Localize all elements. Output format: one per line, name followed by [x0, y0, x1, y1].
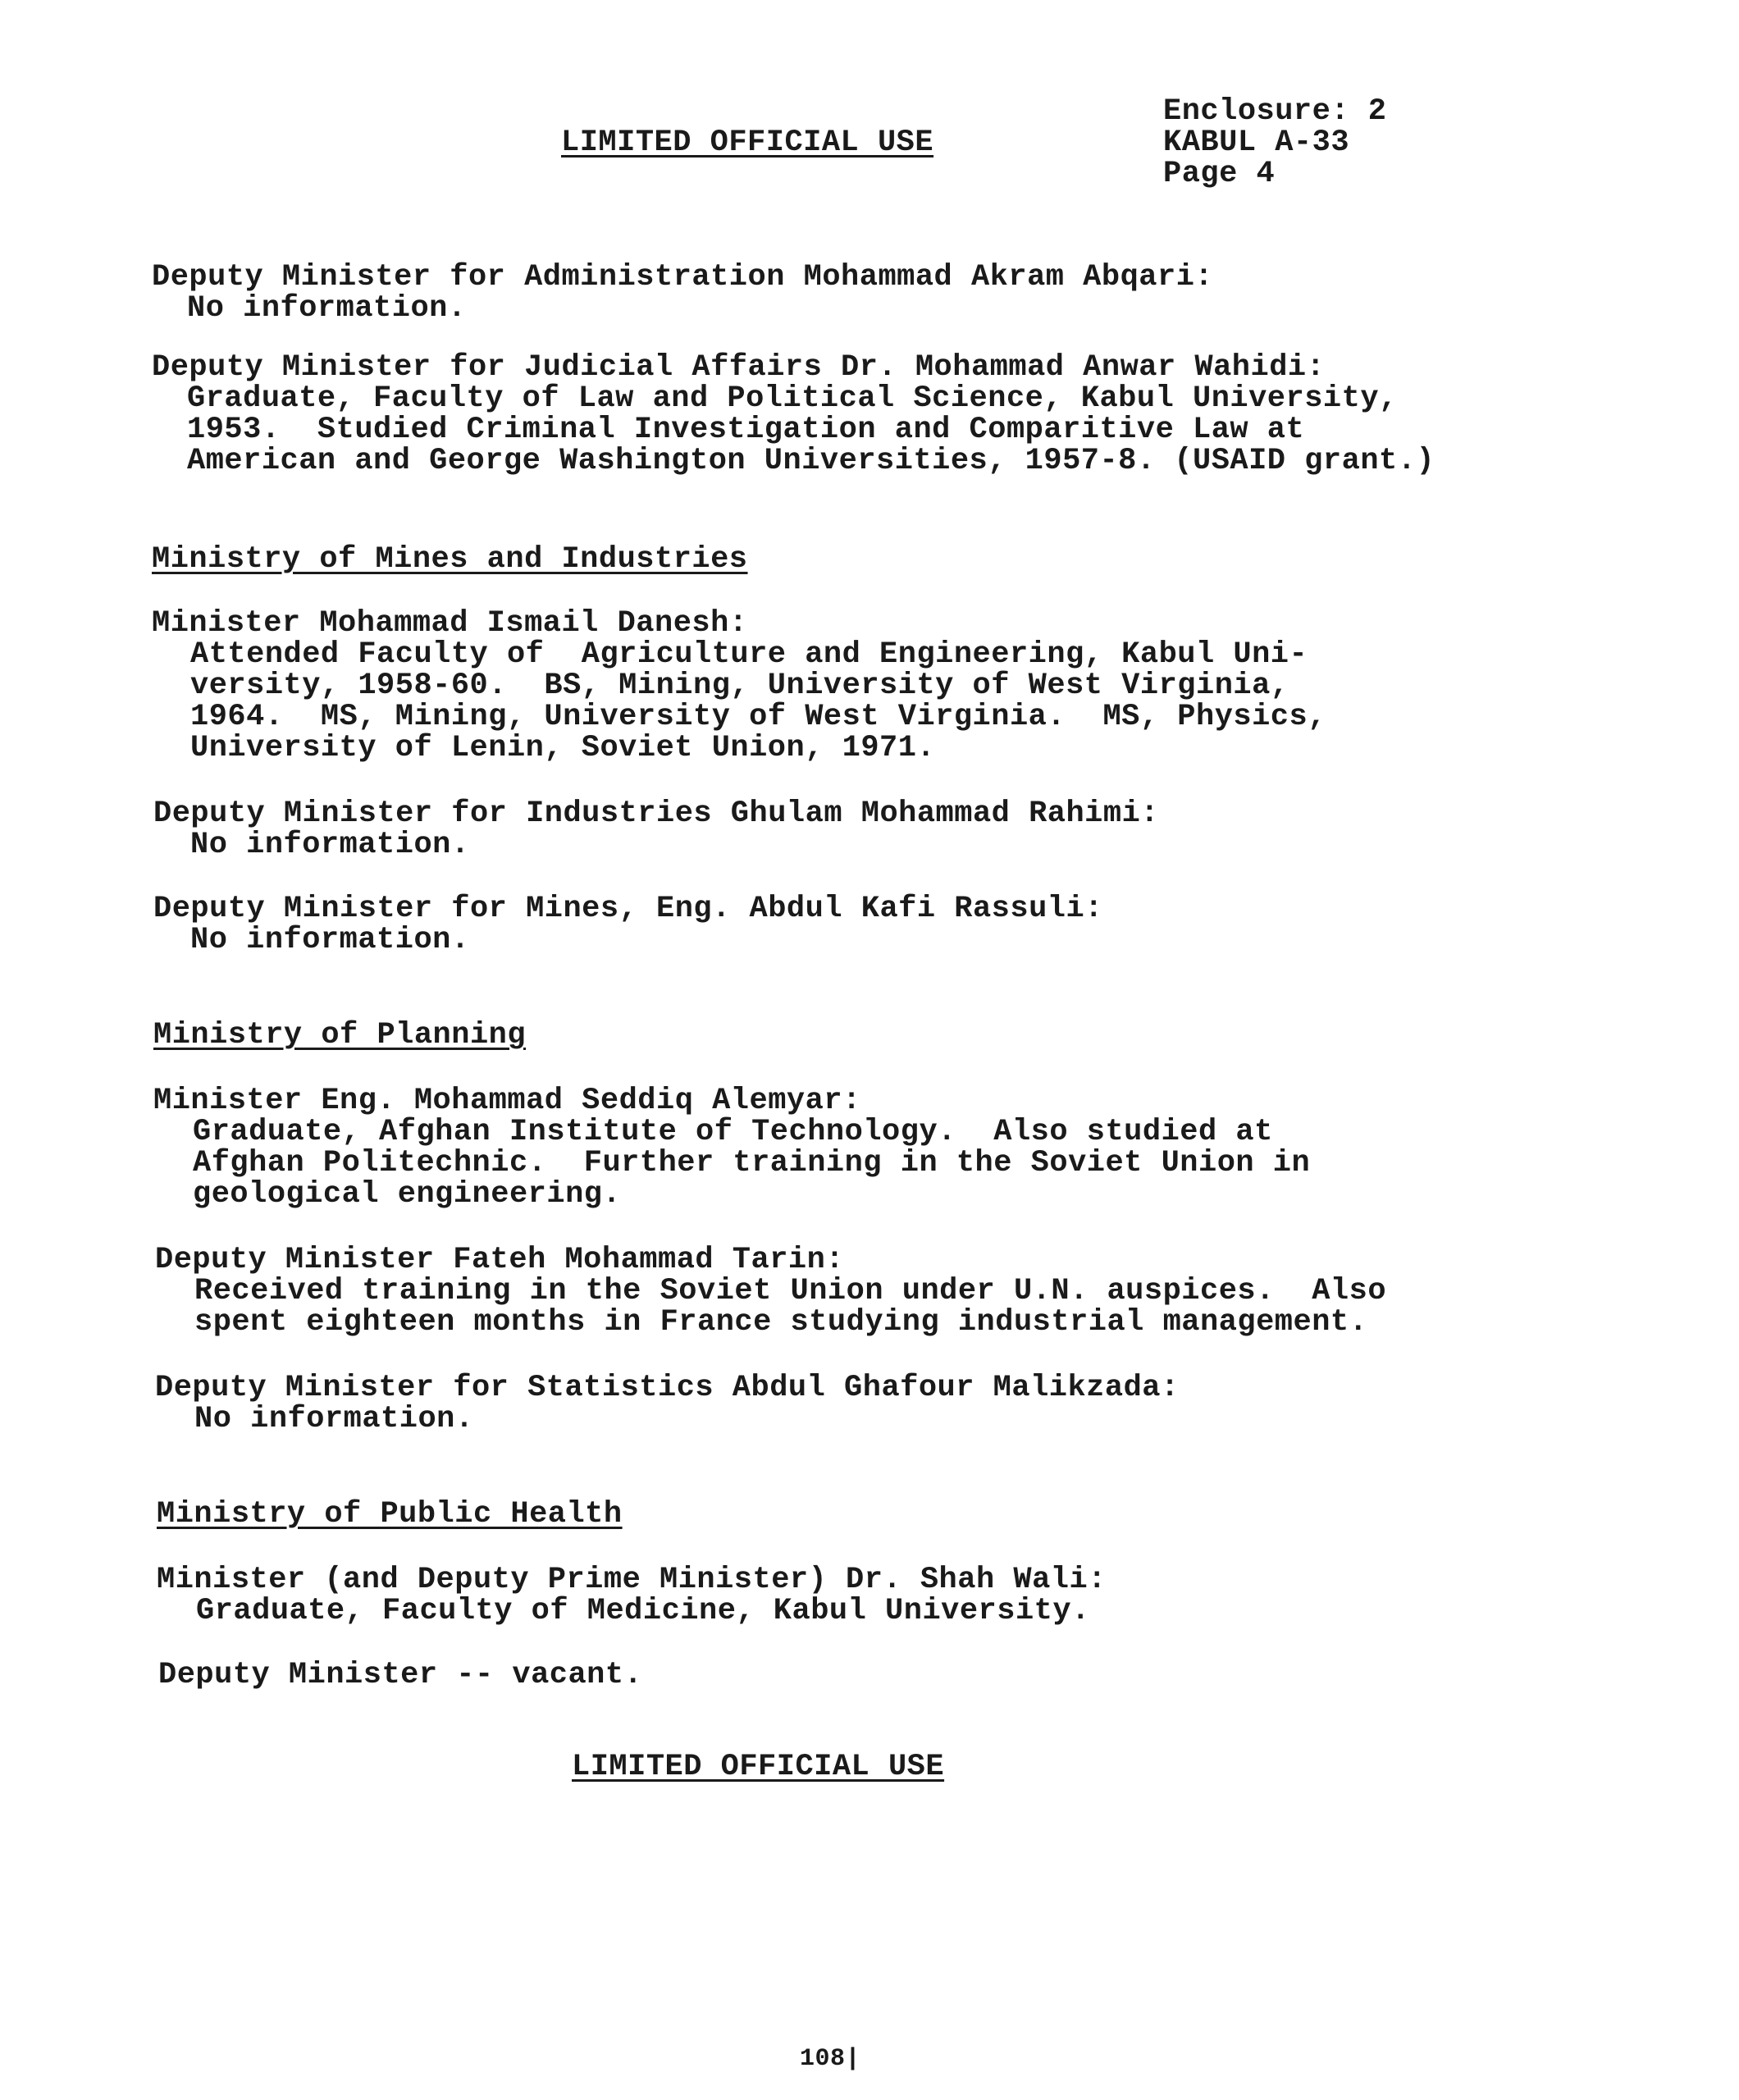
- classification-footer: LIMITED OFFICIAL USE: [572, 1750, 945, 1784]
- entry-line-wahidi-3: American and George Washington Universities, 1957-8. (USAID grant.): [187, 444, 1435, 478]
- entry-title-wali: Minister (and Deputy Prime Minister) Dr. Shah Wali:: [157, 1563, 1107, 1597]
- entry-title-tarin: Deputy Minister Fateh Mohammad Tarin:: [155, 1243, 845, 1277]
- page-label: Page 4: [1163, 157, 1276, 191]
- section-heading-mines: Ministry of Mines and Industries: [152, 542, 748, 577]
- entry-title-danesh: Minister Mohammad Ismail Danesh:: [152, 606, 748, 641]
- enclosure-label: Enclosure: 2: [1163, 94, 1387, 129]
- entry-title-malikzada: Deputy Minister for Statistics Abdul Ghafour Malikzada:: [155, 1371, 1180, 1405]
- page-number: 108|: [800, 2045, 861, 2073]
- entry-title-rassuli: Deputy Minister for Mines, Eng. Abdul Kafi Rassuli:: [153, 892, 1103, 926]
- entry-title-alemyar: Minister Eng. Mohammad Seddiq Alemyar:: [153, 1084, 861, 1118]
- entry-title-rahimi: Deputy Minister for Industries Ghulam Mohammad Rahimi:: [153, 797, 1159, 831]
- entry-line-alemyar-2: Afghan Politechnic. Further training in the Soviet Union in: [193, 1146, 1311, 1180]
- entry-line-danesh-3: 1964. MS, Mining, University of West Virginia. MS, Physics,: [190, 700, 1326, 734]
- entry-title-wahidi: Deputy Minister for Judicial Affairs Dr. Mohammad Anwar Wahidi:: [152, 350, 1326, 385]
- entry-line-tarin-2: spent eighteen months in France studying industrial management.: [194, 1305, 1368, 1340]
- entry-line-tarin-1: Received training in the Soviet Union under U.N. auspices. Also: [194, 1274, 1387, 1308]
- entry-line-alemyar-3: geological engineering.: [193, 1177, 622, 1212]
- entry-line-wahidi-1: Graduate, Faculty of Law and Political Science, Kabul University,: [187, 381, 1398, 416]
- entry-title-abqari: Deputy Minister for Administration Mohammad Akram Abqari:: [152, 260, 1214, 294]
- entry-line-danesh-2: versity, 1958-60. BS, Mining, University of West Virginia,: [190, 669, 1289, 703]
- entry-line-danesh-4: University of Lenin, Soviet Union, 1971.: [190, 731, 936, 765]
- entry-info-rassuli: No information.: [190, 923, 470, 957]
- entry-line-wali-1: Graduate, Faculty of Medicine, Kabul University.: [196, 1594, 1090, 1628]
- entry-info-rahimi: No information.: [190, 828, 470, 862]
- entry-line-wahidi-2: 1953. Studied Criminal Investigation and Comparitive Law at: [187, 413, 1305, 447]
- entry-line-alemyar-1: Graduate, Afghan Institute of Technology. Also studied at: [193, 1115, 1273, 1149]
- entry-line-danesh-1: Attended Faculty of Agriculture and Engineering, Kabul Uni-: [190, 637, 1308, 672]
- entry-info-abqari: No information.: [187, 291, 467, 326]
- entry-deputy-vacant: Deputy Minister -- vacant.: [158, 1658, 643, 1692]
- classification-header: LIMITED OFFICIAL USE: [561, 126, 934, 160]
- entry-info-malikzada: No information.: [194, 1402, 474, 1436]
- reference-label: KABUL A-33: [1163, 126, 1350, 160]
- section-heading-planning: Ministry of Planning: [153, 1018, 527, 1052]
- section-heading-health: Ministry of Public Health: [157, 1497, 623, 1532]
